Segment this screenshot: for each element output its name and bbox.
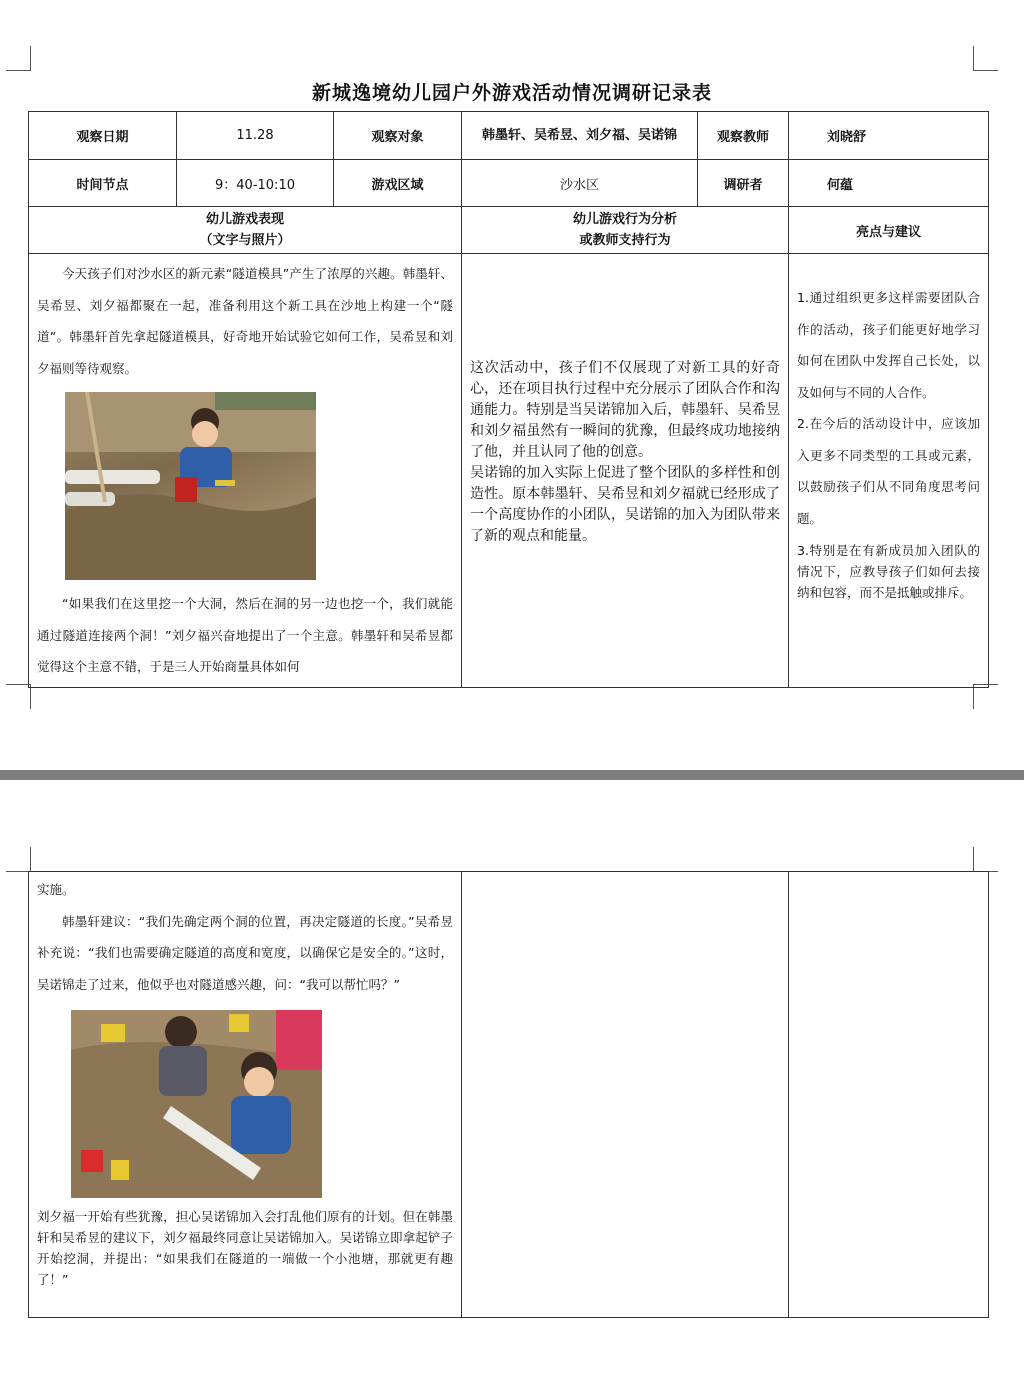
researcher-label: 调研者 (698, 160, 789, 207)
sand-play-photo-2 (71, 1010, 322, 1198)
crop-mark (6, 847, 31, 872)
time-value: 9：40-10:10 (177, 160, 334, 207)
analysis-paragraph: 这次活动中，孩子们不仅展现了对新工具的好奇心，还在项目执行过程中充分展示了团队合作和沟通能力。特别是当吴诺锦加入后，韩墨轩、吴希昱和刘夕福虽然有一瞬间的犹豫，但最终成功地接纳了他，并且认同了他的创意。 (470, 360, 780, 460)
performance-cell (29, 254, 462, 688)
crop-mark (6, 46, 31, 71)
crop-mark (973, 847, 998, 872)
analysis-cell-continued (462, 872, 789, 1318)
narrative-paragraph: 实施。 (37, 882, 75, 897)
area-value: 沙水区 (462, 160, 698, 207)
date-label: 观察日期 (29, 112, 177, 160)
teacher-label: 观察教师 (698, 112, 789, 160)
record-table (28, 111, 989, 688)
performance-header-line2: （文字与照片） (199, 233, 291, 248)
analysis-cell (462, 254, 789, 688)
suggestion-cell-continued (789, 872, 989, 1318)
performance-header-line1: 幼儿游戏表现 (205, 212, 284, 227)
suggestion-header: 亮点与建议 (789, 207, 989, 254)
photo-child-with-tunnel-pipe (65, 392, 316, 580)
narrative-paragraph: 今天孩子们对沙水区的新元素“隧道模具”产生了浓厚的兴趣。韩墨轩、吴希昱、刘夕福都聚在一起，准备利用这个新工具在沙地上构建一个“隧道”。韩墨轩首先拿起隧道模具，好奇地开始试验它如何工作，吴希昱和刘夕福则等待观察。 (37, 266, 453, 376)
performance-cell-continued (29, 872, 462, 1318)
suggestion-item: 1.通过组织更多这样需要团队合作的活动，孩子们能更好地学习如何在团队中发挥自己长处，以及如何与不同的人合作。 (797, 290, 980, 400)
date-value: 11.28 (177, 112, 334, 160)
area-label: 游戏区域 (334, 160, 462, 207)
narrative-paragraph: “如果我们在这里挖一个大洞，然后在洞的另一边也挖一个，我们就能通过隧道连接两个洞！”刘夕福兴奋地提出了一个主意。韩墨轩和吴希昱都觉得这个主意不错，于是三人开始商量具体如何 (37, 596, 453, 674)
suggestion-item: 3.特别是在有新成员加入团队的情况下，应教导孩子们如何去接纳和包容，而不是抵触或排斥。 (797, 543, 980, 600)
crop-mark (973, 46, 998, 71)
narrative-paragraph: 韩墨轩建议：“我们先确定两个洞的位置，再决定隧道的长度。”吴希昱补充说：“我们也需要确定隧道的高度和宽度，以确保它是安全的。”这时，吴诺锦走了过来，他似乎也对隧道感兴趣，问：“我可以帮忙吗？” (37, 913, 453, 992)
photo-children-digging (71, 1010, 322, 1198)
sand-play-photo-1 (65, 392, 316, 580)
record-table-continued (28, 871, 989, 1318)
analysis-header (462, 207, 789, 254)
analysis-header-line2: 或教师支持行为 (579, 233, 671, 248)
analysis-paragraph: 吴诺锦的加入实际上促进了整个团队的多样性和创造性。原本韩墨轩、吴希昱和刘夕福就已经形成了一个高度协作的小团队，吴诺锦的加入为团队带来了新的观点和能量。 (470, 465, 780, 544)
crop-mark (973, 684, 998, 709)
crop-mark (6, 684, 31, 709)
page-separator (0, 770, 1024, 780)
subject-value: 韩墨轩、吴希昱、刘夕福、吴诺锦 (462, 112, 698, 160)
narrative-paragraph: 刘夕福一开始有些犹豫，担心吴诺锦加入会打乱他们原有的计划。但在韩墨轩和吴希昱的建议下，刘夕福最终同意让吴诺锦加入。吴诺锦立即拿起铲子开始挖洞，并提出：“如果我们在隧道的一端做一个小池塘，那就更有趣了！” (37, 1209, 453, 1287)
analysis-header-line1: 幼儿游戏行为分析 (572, 212, 677, 227)
time-label: 时间节点 (29, 160, 177, 207)
suggestion-item: 2.在今后的活动设计中，应该加入更多不同类型的工具或元素，以鼓励孩子们从不同角度思考问题。 (797, 416, 980, 526)
page-2 (0, 780, 1024, 1393)
document-title: 新城逸境幼儿园户外游戏活动情况调研记录表 (311, 82, 712, 104)
performance-header (29, 207, 462, 254)
subject-label: 观察对象 (334, 112, 462, 160)
teacher-value: 刘晓舒 (789, 112, 989, 160)
suggestion-cell (789, 254, 989, 688)
researcher-value: 何蕴 (789, 160, 989, 207)
